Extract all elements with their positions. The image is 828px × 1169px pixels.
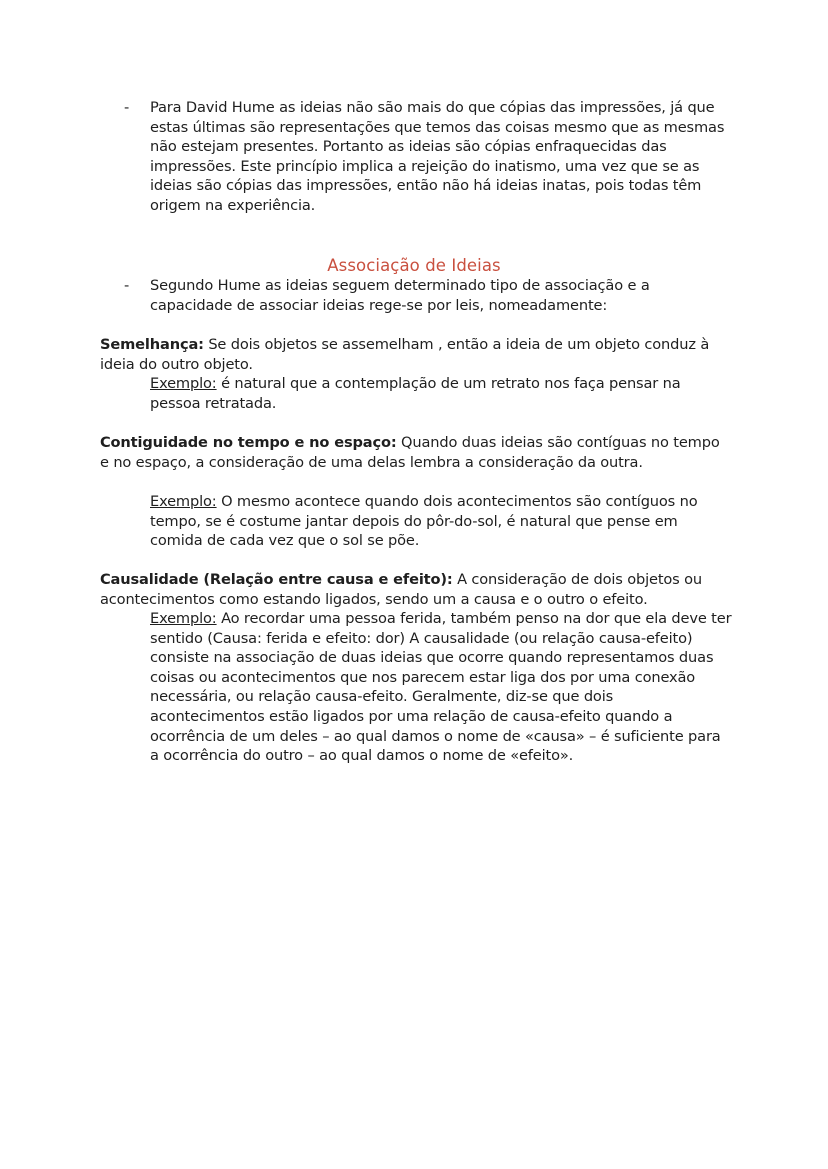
- section-heading: [0, 255, 828, 277]
- law-label: Contiguidade no tempo e no espaço:: [100, 434, 397, 451]
- example-causalidade: [150, 609, 732, 766]
- bullet-dash: -: [124, 277, 130, 294]
- example-semelhanca: [150, 374, 732, 413]
- intro-bullet-text: Para David Hume as ideias não são mais do que cópias das impressões, já que estas últimas são representações que temos das coisas mesmo que as mesmas não estejam presentes. Portanto as ideias são cópias enfraquecidas das impressões. Este princípio implica a rejeição do inatismo, uma vez que se as ideias são cópias das impressões, então não há ideias inatas, pois todas têm origem na experiência.: [150, 99, 725, 214]
- example-text: O mesmo acontece quando dois acontecimentos são contíguos no tempo, se é costume jantar depois do pôr-do-sol, é natural que pense em comida de cada vez que o sol se põe.: [150, 493, 698, 550]
- example-text: Ao recordar uma pessoa ferida, também penso na dor que ela deve ter sentido (Causa: ferida e efeito: dor) A causalidade (ou relação causa-efeito) consiste na associação de duas ideias que ocorre quando representamos duas coisas ou acontecimentos que nos parecem estar liga dos por uma conexão necessária, ou relação causa-efeito. Geralmente, diz-se que dois acontecimentos estão ligados por uma relação de causa-efeito quando a ocorrência de um deles – ao qual damos o nome de «causa» – é suficiente para a ocorrência do outro – ao qual damos o nome de «efeito».: [150, 610, 732, 765]
- law-text: Quando duas ideias são contíguas no tempo e no espaço, a consideração de uma delas lembra a consideração da outra.: [100, 434, 720, 471]
- law-label: Causalidade (Relação entre causa e efeito):: [100, 571, 453, 588]
- law-causalidade: [100, 570, 728, 609]
- example-label: Exemplo:: [150, 493, 217, 510]
- section-bullet-text: Segundo Hume as ideias seguem determinado tipo de associação e a capacidade de associar ideias rege-se por leis, nomeadamente:: [150, 277, 650, 314]
- law-text: Se dois objetos se assemelham , então a ideia de um objeto conduz à ideia do outro objeto.: [100, 336, 710, 373]
- example-text: é natural que a contemplação de um retrato nos faça pensar na pessoa retratada.: [150, 375, 681, 412]
- example-label: Exemplo:: [150, 610, 217, 627]
- section-heading-text: Associação de Ideias: [327, 256, 501, 275]
- law-contiguidade: [100, 433, 728, 472]
- bullet-dash: -: [124, 99, 130, 116]
- law-semelhanca: [100, 335, 728, 374]
- example-label: Exemplo:: [150, 375, 217, 392]
- law-label: Semelhança:: [100, 336, 204, 353]
- example-contiguidade: [150, 492, 732, 551]
- law-text: A consideração de dois objetos ou acontecimentos como estando ligados, sendo um a causa e o outro o efeito.: [100, 571, 703, 608]
